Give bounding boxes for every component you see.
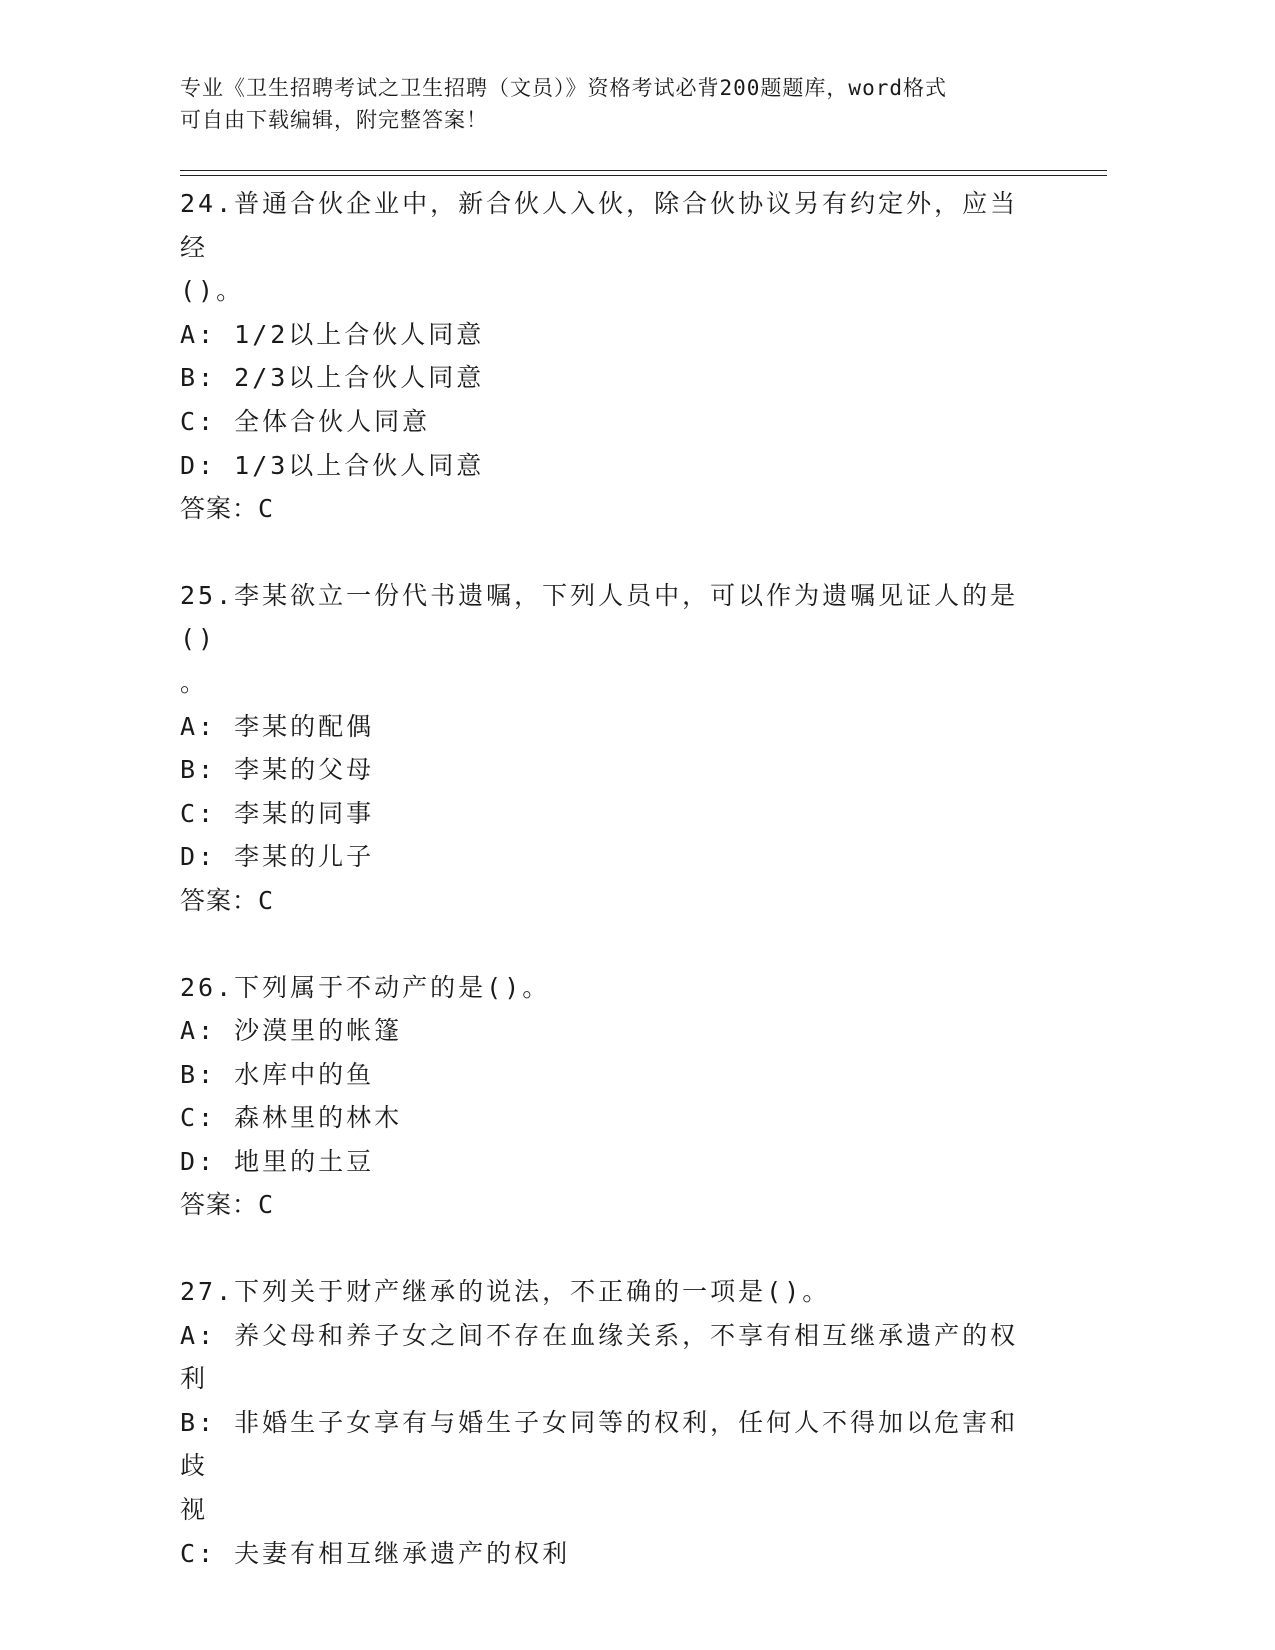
question-24 [180,182,1040,531]
option-a: A: 养父母和养子女之间不存在血缘关系，不享有相互继承遗产的权利 [180,1320,1019,1394]
question-stem: 27.下列关于财产继承的说法，不正确的一项是()。 [180,1277,831,1307]
question-list [180,182,1040,1618]
answer-line: 答案：C [180,494,275,524]
option-c: C: 夫妻有相互继承遗产的权利 [180,1538,571,1568]
question-25 [180,574,1040,923]
header-divider-bottom [180,175,1107,176]
answer-line: 答案：C [180,885,275,915]
option-a: A: 沙漠里的帐篷 [180,1016,403,1046]
document-header [180,72,1040,136]
header-line-2: 可自由下载编辑，附完整答案！ [180,108,488,132]
question-stem-continued: ()。 [180,276,245,306]
option-a: A: 1/2以上合伙人同意 [180,319,485,349]
question-stem-continued: 。 [180,667,209,697]
question-stem: 24.普通合伙企业中，新合伙人入伙，除合伙协议另有约定外，应当经 [180,189,1019,262]
option-b-continued: 视 [180,1495,209,1525]
option-b: B: 水库中的鱼 [180,1059,375,1089]
question-27 [180,1270,1040,1575]
header-divider-top [180,170,1107,171]
option-a: A: 李某的配偶 [180,711,375,741]
header-line-1: 专业《卫生招聘考试之卫生招聘（文员）》资格考试必背200题题库，word格式 [180,76,947,100]
option-b: B: 非婚生子女享有与婚生子女同等的权利，任何人不得加以危害和歧 [180,1407,1019,1481]
question-stem: 26.下列属于不动产的是()。 [180,972,551,1002]
option-c: C: 森林里的林木 [180,1103,403,1133]
option-d: D: 地里的土豆 [180,1146,375,1176]
option-c: C: 李某的同事 [180,798,375,828]
option-b: B: 李某的父母 [180,755,375,785]
question-26 [180,966,1040,1228]
option-b: B: 2/3以上合伙人同意 [180,363,485,393]
question-stem: 25.李某欲立一份代书遗嘱，下列人员中，可以作为遗嘱见证人的是() [180,580,1019,654]
answer-line: 答案：C [180,1190,275,1220]
option-c: C: 全体合伙人同意 [180,406,431,436]
option-d: D: 1/3以上合伙人同意 [180,450,485,480]
option-d: D: 李某的儿子 [180,842,375,872]
